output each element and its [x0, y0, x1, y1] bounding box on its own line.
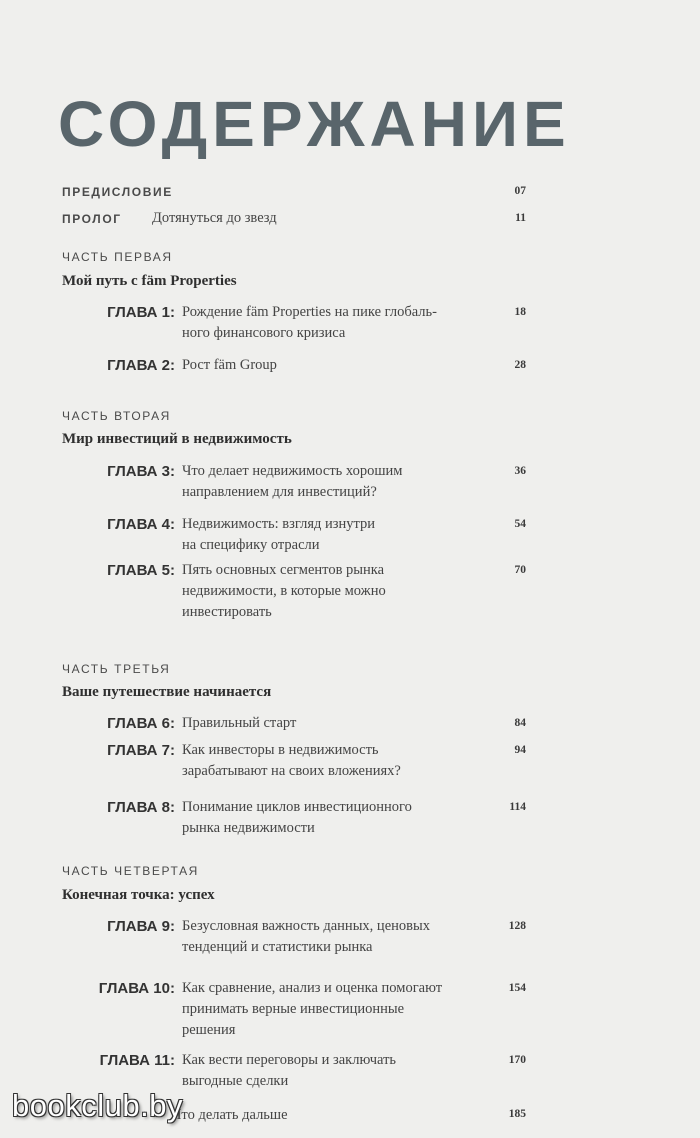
chapter-label: ГЛАВА 5: — [107, 562, 175, 579]
part-title: Конечная точка: успех — [62, 887, 215, 903]
chapter-label: ГЛАВА 9: — [107, 918, 175, 935]
chapter-title — [182, 302, 502, 344]
chapter-title-line: на специфику отрасли — [182, 537, 320, 553]
chapter-title-line: Что делает недвижимость хорошим — [182, 463, 403, 479]
part-title: Мой путь с fäm Properties — [62, 273, 237, 289]
final-item-page: 185 — [508, 1108, 526, 1120]
chapter-label: ГЛАВА 10: — [98, 980, 175, 997]
prologue-text: Дотянуться до звезд — [152, 210, 277, 226]
chapter-label: ГЛАВА 2: — [107, 357, 175, 374]
chapter-title-line: зарабатывают на своих вложениях? — [182, 763, 401, 779]
chapter-page: 28 — [514, 359, 526, 371]
chapter-title — [182, 514, 502, 556]
chapter-title-line: Как инвесторы в недвижимость — [182, 742, 379, 758]
chapter-page: 84 — [514, 717, 526, 729]
prologue-page: 11 — [515, 212, 526, 224]
chapter-title-line: недвижимости, в которые можно — [182, 583, 386, 599]
chapter-label: ГЛАВА 4: — [107, 516, 175, 533]
chapter-title-line: Как вести переговоры и заключать — [182, 1052, 397, 1068]
chapter-title — [182, 978, 502, 1041]
part-label: ЧАСТЬ ВТОРАЯ — [62, 409, 171, 423]
chapter-title — [182, 797, 502, 839]
chapter-title-line: направлением для инвестиций? — [182, 484, 377, 500]
chapter-title-line: Пять основных сегментов рынка — [182, 562, 385, 578]
chapter-page: 170 — [508, 1054, 526, 1066]
chapter-title — [182, 461, 502, 503]
chapter-page: 128 — [508, 920, 526, 932]
chapter-title-line: ного финансового кризиса — [182, 325, 346, 341]
chapter-label: ГЛАВА 6: — [107, 715, 175, 732]
chapter-page: 36 — [514, 465, 526, 477]
chapter-label: ГЛАВА 11: — [99, 1052, 175, 1069]
chapter-page: 94 — [514, 744, 526, 756]
preface-label: ПРЕДИСЛОВИЕ — [62, 185, 173, 199]
chapter-title-line: Безусловная важность данных, ценовых — [182, 918, 430, 934]
chapter-page: 70 — [514, 564, 526, 576]
part-title: Ваше путешествие начинается — [62, 684, 272, 700]
chapter-title — [182, 1050, 502, 1092]
chapter-page: 154 — [508, 982, 526, 994]
chapter-title-line: Правильный старт — [182, 715, 297, 731]
prologue-label: ПРОЛОГ — [62, 212, 122, 226]
page-title: СОДЕРЖАНИЕ — [58, 88, 571, 160]
chapter-title-line: Понимание циклов инвестиционного — [182, 799, 412, 815]
chapter-title — [182, 713, 502, 734]
chapter-title-line: принимать верные инвестиционные — [182, 1001, 405, 1017]
chapter-title-line: выгодные сделки — [182, 1073, 289, 1089]
chapter-title — [182, 560, 502, 623]
chapter-page: 54 — [514, 518, 526, 530]
chapter-page: 114 — [509, 801, 526, 813]
chapter-label: ГЛАВА 7: — [107, 742, 175, 759]
chapter-label: ГЛАВА 3: — [107, 463, 175, 480]
chapter-title-line: рынка недвижимости — [182, 820, 315, 836]
chapter-label: ГЛАВА 8: — [107, 799, 175, 816]
chapter-page: 18 — [514, 306, 526, 318]
preface-page: 07 — [514, 185, 526, 197]
chapter-title-line: тенденций и статистики рынка — [182, 939, 373, 955]
chapter-title-line: Недвижимость: взгляд изнутри — [182, 516, 376, 532]
part-label: ЧАСТЬ ПЕРВАЯ — [62, 250, 173, 264]
chapter-label: ГЛАВА 1: — [107, 304, 175, 321]
part-title: Мир инвестиций в недвижимость — [62, 431, 292, 447]
chapter-title — [182, 740, 502, 782]
chapter-title-line: инвестировать — [182, 604, 272, 620]
chapter-title-line: Как сравнение, анализ и оценка помогают — [182, 980, 443, 996]
part-label: ЧАСТЬ ЧЕТВЕРТАЯ — [62, 864, 199, 878]
chapter-title-line: Рождение fäm Properties на пике глобаль- — [182, 304, 437, 320]
chapter-title — [182, 916, 502, 958]
final-item-title: Что делать дальше — [172, 1107, 288, 1123]
chapter-title-line: Рост fäm Group — [182, 357, 277, 373]
watermark: bookclub.by — [12, 1088, 183, 1123]
chapter-title-line: решения — [182, 1022, 236, 1038]
chapter-title — [182, 355, 502, 376]
part-label: ЧАСТЬ ТРЕТЬЯ — [62, 662, 171, 676]
